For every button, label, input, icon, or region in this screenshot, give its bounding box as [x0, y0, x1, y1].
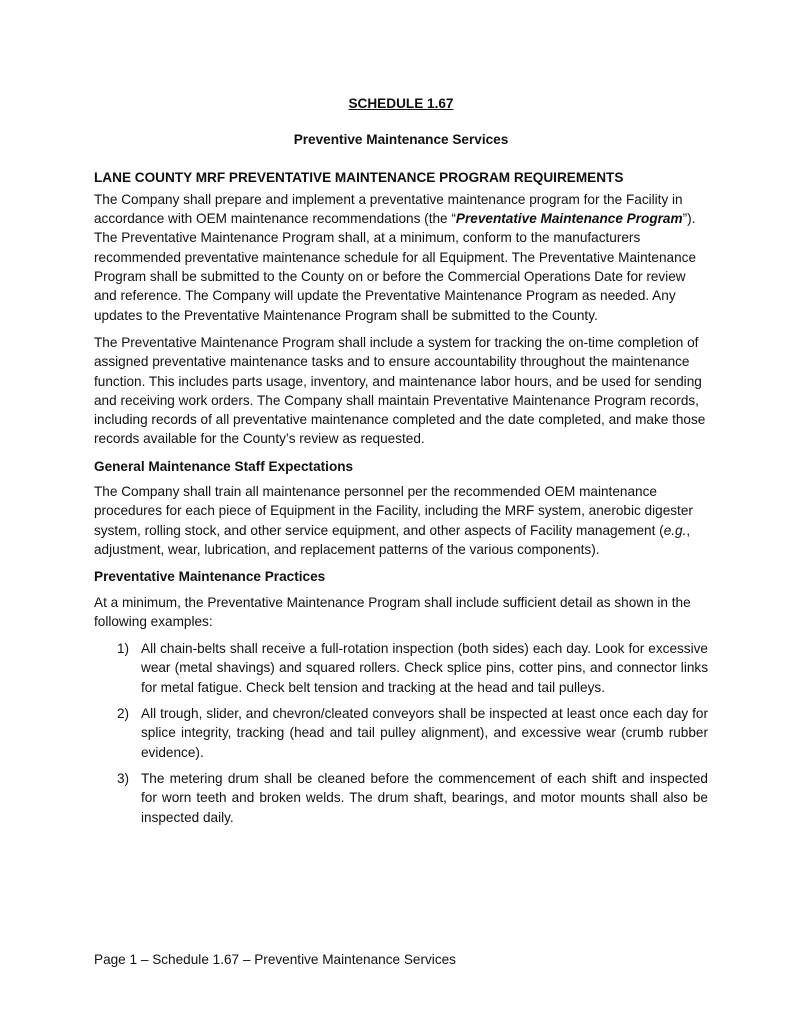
list-item — [94, 704, 708, 762]
program-paragraph-rest: ”). The Preventative Maintenance Program shall, at a minimum, conform to the manufacturers recommended preventative maintenance schedule for all Equipment. The Preventative Maintenance Program shall be submitted to the County on or before the Commercial Operations Date for review and reference. The Company will update the Preventative Maintenance Program as needed. Any updates to the Preventative Maintenance Program shall be submitted to the County. — [94, 211, 697, 323]
staff-paragraph — [94, 482, 708, 559]
list-item-text: All chain-belts shall receive a full-rotation inspection (both sides) each day. Look for excessive wear (metal shavings) and squared rollers. Check splice pins, cotter pins, and connector links for metal fatigue. Check belt tension and tracking at the head and tail pulleys. — [141, 641, 708, 695]
section-heading: LANE COUNTY MRF PREVENTATIVE MAINTENANCE PROGRAM REQUIREMENTS — [94, 169, 624, 185]
staff-paragraph-rest: , adjustment, wear, lubrication, and replacement patterns of the various components). — [94, 522, 691, 557]
page-footer: Page 1 – Schedule 1.67 – Preventive Maintenance Services — [94, 952, 456, 967]
practices-intro: At a minimum, the Preventative Maintenance Program shall include sufficient detail as shown in the following examples: — [94, 594, 691, 629]
eg-abbrev: e.g. — [663, 522, 687, 538]
list-item — [94, 639, 708, 697]
staff-paragraph-intro: The Company shall train all maintenance personnel per the recommended OEM maintenance procedures for each piece of Equipment in the Facility, including the MRF system, anerobic digester system, rolling stock, and other service equipment, and other aspects of Facility management ( — [94, 484, 693, 538]
program-paragraph-intro: The Company shall prepare and implement a preventative maintenance program for the Facility in accordance with OEM maintenance recommendations (the “ — [94, 191, 683, 227]
program-paragraph — [94, 190, 708, 325]
staff-expectations-heading: General Maintenance Staff Expectations — [94, 458, 354, 474]
schedule-subtitle: Preventive Maintenance Services — [293, 132, 509, 148]
practices-heading: Preventative Maintenance Practices — [94, 569, 326, 585]
list-item-number: 1) — [117, 641, 130, 657]
list-item-number: 3) — [117, 770, 130, 786]
list-item-text: All trough, slider, and chevron/cleated conveyors shall be inspected at least once each day for splice integrity, tracking (head and tail pulley alignment), and excessive wear (crumb rubber evidence). — [141, 706, 708, 760]
defined-term: Preventative Maintenance Program — [455, 211, 683, 227]
page-content — [94, 94, 708, 834]
schedule-title: SCHEDULE 1.67 — [348, 96, 454, 111]
list-item-text: The metering drum shall be cleaned before the commencement of each shift and inspected for worn teeth and broken welds. The drum shaft, bearings, and motor mounts shall also be inspected daily. — [141, 770, 708, 825]
practices-list — [94, 639, 708, 827]
list-item — [94, 769, 708, 827]
list-item-number: 2) — [117, 706, 130, 722]
tracking-paragraph: The Preventative Maintenance Program shall include a system for tracking the on-time completion of assigned preventative maintenance tasks and to ensure accountability throughout the maintenance function. This includes parts usage, inventory, and maintenance labor hours, and be used for sending and receiving work orders. The Company shall maintain Preventative Maintenance Program records, including records of all preventative maintenance completed and the date completed, and make those records available for the County’s review as requested. — [94, 334, 706, 447]
